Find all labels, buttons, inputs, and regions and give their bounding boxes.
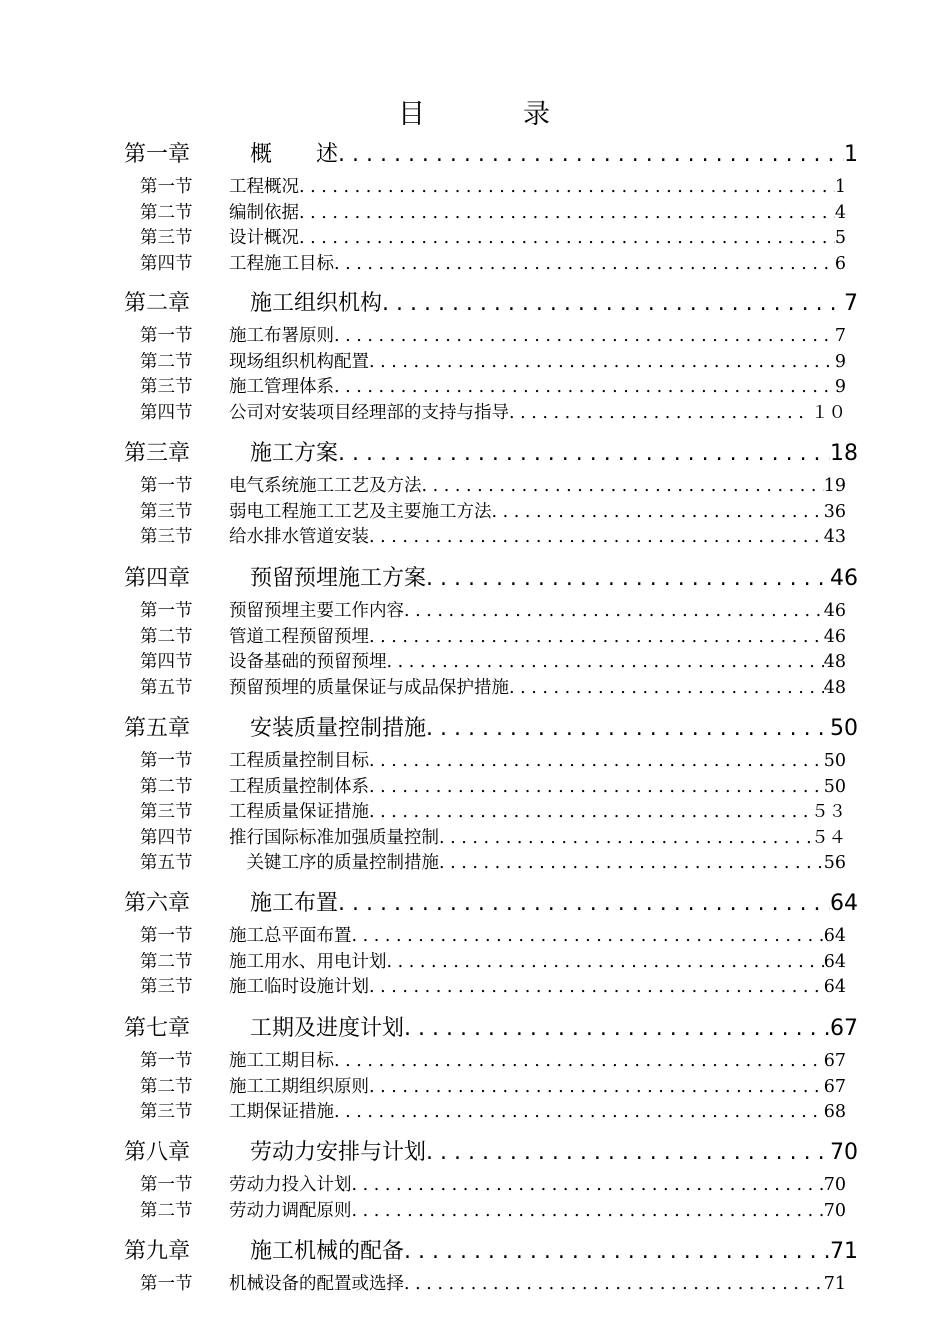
chapter-title: 工期及进度计划 xyxy=(250,1016,405,1041)
section-title: 劳动力投入计划 xyxy=(229,1175,352,1195)
section-page-number: 1 xyxy=(834,177,846,197)
section-number: 第三节 xyxy=(140,377,193,397)
chapter-title: 施工组织机构 xyxy=(250,291,383,316)
chapter-entry[interactable] xyxy=(124,286,858,316)
section-number: 第一节 xyxy=(140,926,193,946)
section-entry[interactable] xyxy=(140,623,846,647)
section-page-number: 46 xyxy=(823,601,846,621)
section-title: 电气系统施工工艺及方法 xyxy=(229,476,422,496)
section-entry[interactable] xyxy=(140,648,846,672)
chapter-number: 第五章 xyxy=(124,716,191,741)
section-entry[interactable] xyxy=(140,1073,846,1097)
section-entry[interactable] xyxy=(140,1047,846,1071)
chapter-page-number: 7 xyxy=(844,291,858,316)
section-entry[interactable] xyxy=(140,948,846,972)
section-page-number: 56 xyxy=(823,853,846,873)
chapter-page-number: 50 xyxy=(830,716,858,741)
chapter-page-number: 67 xyxy=(830,1016,858,1041)
section-entry[interactable] xyxy=(140,199,846,223)
chapter-title: 施工布置 xyxy=(250,891,339,916)
section-entry[interactable] xyxy=(140,798,846,822)
section-page-number: 70 xyxy=(823,1200,846,1221)
chapter-number: 第三章 xyxy=(124,441,191,466)
leader-dots xyxy=(369,977,824,997)
section-page-number: 64 xyxy=(823,951,846,972)
section-title: 预留预埋主要工作内容 xyxy=(229,601,404,621)
leader-dots xyxy=(334,377,835,397)
chapter-entry[interactable] xyxy=(124,886,858,916)
section-title: 工程质量控制目标 xyxy=(229,751,369,771)
chapter-entry[interactable] xyxy=(124,711,858,741)
chapter-entry[interactable] xyxy=(124,436,858,466)
section-title: 施工布署原则 xyxy=(229,326,334,346)
leader-dots xyxy=(334,1102,824,1122)
toc-title-left: 目 xyxy=(398,99,427,130)
section-number: 第二节 xyxy=(140,202,193,223)
toc-title-right: 录 xyxy=(523,99,552,130)
section-title: 设备基础的预留预埋 xyxy=(229,652,387,672)
leader-dots xyxy=(369,1077,824,1097)
section-number: 第三节 xyxy=(140,1102,193,1122)
chapter-entry[interactable] xyxy=(124,561,858,591)
leader-dots xyxy=(369,527,824,547)
section-number: 第三节 xyxy=(140,527,193,547)
section-entry[interactable] xyxy=(140,1270,846,1294)
section-title: 施工工期目标 xyxy=(229,1051,334,1071)
section-entry[interactable] xyxy=(140,472,846,496)
section-entry[interactable] xyxy=(140,373,846,397)
section-title: 编制依据 xyxy=(229,202,299,223)
section-number: 第一节 xyxy=(140,1175,193,1195)
section-number: 第一节 xyxy=(140,1051,193,1071)
section-number: 第一节 xyxy=(140,476,193,496)
section-page-number: 68 xyxy=(823,1102,846,1122)
leader-dots xyxy=(509,403,811,423)
section-page-number: 67 xyxy=(823,1076,846,1097)
leader-dots xyxy=(426,566,830,591)
leader-dots xyxy=(338,142,844,167)
section-number: 第二节 xyxy=(140,951,193,972)
leader-dots xyxy=(387,652,824,672)
section-title: 关键工序的质量控制措施 xyxy=(229,853,439,873)
chapter-number: 第四章 xyxy=(124,566,191,591)
section-number: 第二节 xyxy=(140,626,193,647)
chapter-entry[interactable] xyxy=(124,137,858,167)
section-page-number: 64 xyxy=(823,977,846,997)
chapter-page-number: 64 xyxy=(830,891,858,916)
section-title: 工程概况 xyxy=(229,177,299,197)
leader-dots xyxy=(387,952,824,972)
section-entry[interactable] xyxy=(140,773,846,797)
chapter-entry[interactable] xyxy=(124,1011,858,1041)
section-page-number: 9 xyxy=(834,377,846,397)
section-number: 第二节 xyxy=(140,1076,193,1097)
chapter-title: 概 述 xyxy=(250,142,339,167)
chapter-number: 第八章 xyxy=(124,1140,191,1165)
section-entry[interactable] xyxy=(140,250,846,274)
chapter-title: 施工机械的配备 xyxy=(250,1239,405,1264)
chapter-title: 施工方案 xyxy=(250,441,339,466)
leader-dots xyxy=(492,502,824,522)
section-title: 设计概况 xyxy=(229,228,299,248)
chapter-page-number: 1 xyxy=(844,142,858,167)
leader-dots xyxy=(369,352,835,372)
section-page-number: 48 xyxy=(823,677,846,698)
section-title: 公司对安装项目经理部的支持与指导 xyxy=(229,402,509,423)
section-number: 第四节 xyxy=(140,253,193,274)
section-number: 第一节 xyxy=(140,601,193,621)
section-number: 第二节 xyxy=(140,351,193,372)
section-page-number: １０ xyxy=(811,402,846,423)
leader-dots xyxy=(352,1175,824,1195)
section-page-number: 43 xyxy=(823,527,846,547)
leader-dots xyxy=(404,1239,830,1264)
section-title: 工程施工目标 xyxy=(229,253,334,274)
leader-dots xyxy=(299,228,835,248)
section-number: 第四节 xyxy=(140,402,193,423)
section-page-number: 9 xyxy=(834,351,846,372)
section-title: 施工工期组织原则 xyxy=(229,1076,369,1097)
section-title: 工期保证措施 xyxy=(229,1102,334,1122)
section-page-number: 4 xyxy=(834,202,846,223)
leader-dots xyxy=(334,326,835,346)
section-entry[interactable] xyxy=(140,922,846,946)
leader-dots xyxy=(299,177,835,197)
chapter-number: 第一章 xyxy=(124,142,191,167)
leader-dots xyxy=(422,476,824,496)
section-number: 第四节 xyxy=(140,652,193,672)
section-entry[interactable] xyxy=(140,523,846,547)
section-entry[interactable] xyxy=(140,399,846,423)
leader-dots xyxy=(439,828,811,848)
leader-dots xyxy=(369,802,811,822)
section-page-number: 19 xyxy=(823,476,846,496)
leader-dots xyxy=(369,627,824,647)
section-page-number: ５４ xyxy=(811,827,846,848)
section-title: 施工管理体系 xyxy=(229,377,334,397)
chapter-number: 第六章 xyxy=(124,891,191,916)
section-number: 第五节 xyxy=(140,853,193,873)
section-title: 给水排水管道安装 xyxy=(229,527,369,547)
leader-dots xyxy=(299,203,835,223)
leader-dots xyxy=(338,891,830,916)
section-page-number: ５３ xyxy=(811,802,846,822)
chapter-title: 劳动力安排与计划 xyxy=(250,1140,427,1165)
leader-dots xyxy=(369,751,824,771)
section-page-number: 50 xyxy=(823,751,846,771)
section-entry[interactable] xyxy=(140,849,846,873)
section-entry[interactable] xyxy=(140,973,846,997)
leader-dots xyxy=(404,601,824,621)
leader-dots xyxy=(382,291,844,316)
section-page-number: 5 xyxy=(834,228,846,248)
leader-dots xyxy=(352,926,824,946)
chapter-entry[interactable] xyxy=(124,1135,858,1165)
section-entry[interactable] xyxy=(140,674,846,698)
section-title: 施工用水、用电计划 xyxy=(229,951,387,972)
section-number: 第二节 xyxy=(140,776,193,797)
toc-title xyxy=(0,92,950,131)
section-title: 工程质量保证措施 xyxy=(229,802,369,822)
section-number: 第四节 xyxy=(140,827,193,848)
section-page-number: 46 xyxy=(823,626,846,647)
leader-dots xyxy=(439,853,824,873)
leader-dots xyxy=(369,777,824,797)
section-title: 弱电工程施工工艺及主要施工方法 xyxy=(229,501,492,522)
section-page-number: 36 xyxy=(823,501,846,522)
section-entry[interactable] xyxy=(140,1197,846,1221)
section-title: 劳动力调配原则 xyxy=(229,1200,352,1221)
section-entry[interactable] xyxy=(140,597,846,621)
leader-dots xyxy=(426,716,830,741)
chapter-page-number: 18 xyxy=(830,441,858,466)
leader-dots xyxy=(338,441,830,466)
leader-dots xyxy=(334,254,835,274)
leader-dots xyxy=(404,1274,824,1294)
section-title: 工程质量控制体系 xyxy=(229,776,369,797)
section-entry[interactable] xyxy=(140,348,846,372)
leader-dots xyxy=(426,1140,830,1165)
section-entry[interactable] xyxy=(140,824,846,848)
section-page-number: 48 xyxy=(823,652,846,672)
section-number: 第三节 xyxy=(140,228,193,248)
section-number: 第二节 xyxy=(140,1200,193,1221)
section-title: 预留预埋的质量保证与成品保护措施 xyxy=(229,677,509,698)
section-number: 第五节 xyxy=(140,677,193,698)
section-entry[interactable] xyxy=(140,224,846,248)
chapter-number: 第九章 xyxy=(124,1239,191,1264)
section-page-number: 64 xyxy=(823,926,846,946)
section-number: 第一节 xyxy=(140,177,193,197)
section-title: 施工总平面布置 xyxy=(229,926,352,946)
section-entry[interactable] xyxy=(140,1171,846,1195)
section-entry[interactable] xyxy=(140,173,846,197)
section-number: 第三节 xyxy=(140,977,193,997)
section-page-number: 71 xyxy=(823,1274,846,1294)
section-page-number: 6 xyxy=(834,253,846,274)
section-page-number: 67 xyxy=(823,1051,846,1071)
chapter-page-number: 70 xyxy=(830,1140,858,1165)
section-entry[interactable] xyxy=(140,747,846,771)
section-entry[interactable] xyxy=(140,322,846,346)
section-page-number: 7 xyxy=(834,326,846,346)
section-title: 管道工程预留预埋 xyxy=(229,626,369,647)
section-page-number: 70 xyxy=(823,1175,846,1195)
section-title: 推行国际标准加强质量控制 xyxy=(229,827,439,848)
leader-dots xyxy=(352,1201,824,1221)
section-title: 机械设备的配置或选择 xyxy=(229,1274,404,1294)
section-number: 第三节 xyxy=(140,802,193,822)
chapter-page-number: 46 xyxy=(830,566,858,591)
section-number: 第一节 xyxy=(140,326,193,346)
section-page-number: 50 xyxy=(823,776,846,797)
section-entry[interactable] xyxy=(140,498,846,522)
chapter-page-number: 71 xyxy=(830,1239,858,1264)
chapter-number: 第二章 xyxy=(124,291,191,316)
chapter-entry[interactable] xyxy=(124,1234,858,1264)
section-number: 第三节 xyxy=(140,501,193,522)
section-title: 施工临时设施计划 xyxy=(229,977,369,997)
section-number: 第一节 xyxy=(140,751,193,771)
chapter-number: 第七章 xyxy=(124,1016,191,1041)
chapter-title: 安装质量控制措施 xyxy=(250,716,427,741)
section-entry[interactable] xyxy=(140,1098,846,1122)
chapter-title: 预留预埋施工方案 xyxy=(250,566,427,591)
leader-dots xyxy=(334,1051,824,1071)
section-title: 现场组织机构配置 xyxy=(229,351,369,372)
leader-dots xyxy=(509,678,824,698)
section-number: 第一节 xyxy=(140,1274,193,1294)
leader-dots xyxy=(404,1016,830,1041)
